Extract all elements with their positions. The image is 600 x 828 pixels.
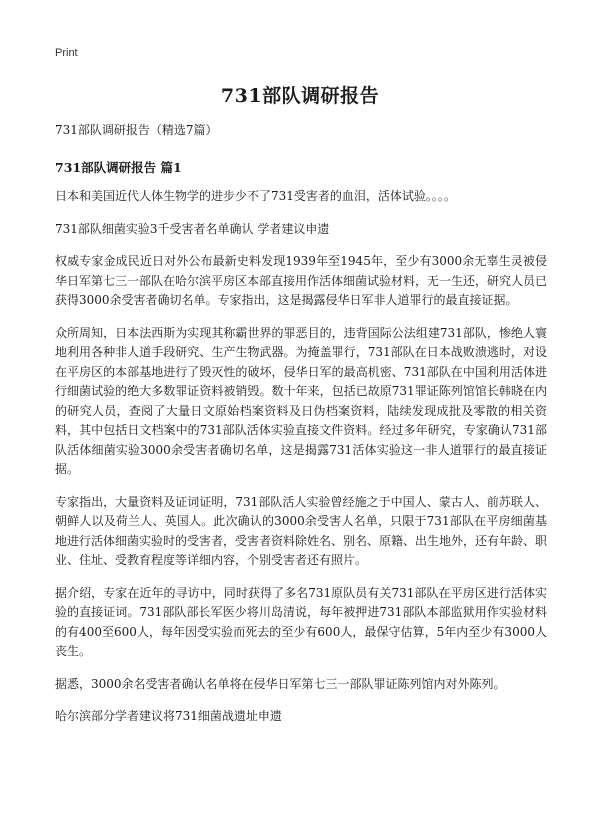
paragraph-news-headline: 731部队细菌实验3千受害者名单确认 学者建议申遗	[55, 221, 330, 236]
paragraph-victims-detail: 专家指出，大量资料及证词证明，731部队活人实验曾经施之于中国人、蒙古人、前苏联人、朝鲜人以及荷兰人、英国人。此次确认的3000余受害人名单，只限于731部队在平房细菌基地进行活体细菌实验时的受害者，受害者资料除姓名、别名、原籍、出生地外，还有年龄、职业、住址、受教育程度等详细内容，个别受害者还有照片。	[55, 494, 548, 567]
paragraph-background: 众所周知，日本法西斯为实现其称霸世界的罪恶目的，违背国际公法组建731部队，惨绝人寰地利用各种非人道手段研究、生产生物武器。为掩盖罪行，731部队在日本战败溃逃时，对设在平房区的本部基地进行了毁灭性的破坏，侵华日军的最高机密、731部队在中国利用活体进行细菌试验的绝大多数罪证资料被销毁。数十年来，包括已故原731罪证陈列馆馆长韩晓在内的研究人员，查阅了大量日文原始档案资料及日伪档案资料，陆续发现成批及零散的相关资料，其中包括日文档案中的731部队活体实验直接文件资料。经过多年研究，专家确认731部队活体细菌实验3000余受害者确切名单，这是揭露731活体实验这一非人道罪行的最直接证据。	[55, 325, 547, 476]
paragraph-exhibition: 据悉，3000余名受害者确认名单将在侵华日军第七三一部队罪证陈列馆内对外陈列。	[55, 676, 506, 691]
paragraph-heritage-proposal: 哈尔滨部分学者建议将731细菌战遗址申遗	[55, 709, 282, 723]
document-subtitle: 731部队调研报告（精选7篇）	[55, 123, 218, 137]
print-label[interactable]: Print	[55, 47, 78, 59]
page-title: 731部队调研报告	[220, 85, 380, 107]
document-body	[55, 121, 547, 740]
paragraph-intro: 日本和美国近代人体生物学的进步少不了731受害者的血泪，活体试验。。。。	[55, 189, 456, 203]
paragraph-testimony: 据介绍，专家在近年的寻访中，同时获得了多名731原队员有关731部队在平房区进行活体实验的直接证词。731部队部长军医少将川岛清说，每年被押进731部队本部监狱用作实验材料的有400至600人，每年因受实验而死去的至少有600人，最保守估算，5年内至少有3000人丧生。	[55, 585, 547, 658]
section-heading: 731部队调研报告 篇1	[55, 160, 182, 175]
paragraph-expert-announcement: 权威专家金成民近日对外公布最新史料发现1939年至1945年，至少有3000余无辜生灵被侵华日军第七三一部队在哈尔滨平房区本部直接用作活体细菌试验材料，无一生还，研究人员已获得3000余受害者确切名单。专家指出，这是揭露侵华日军非人道罪行的最直接证据。	[55, 254, 548, 307]
